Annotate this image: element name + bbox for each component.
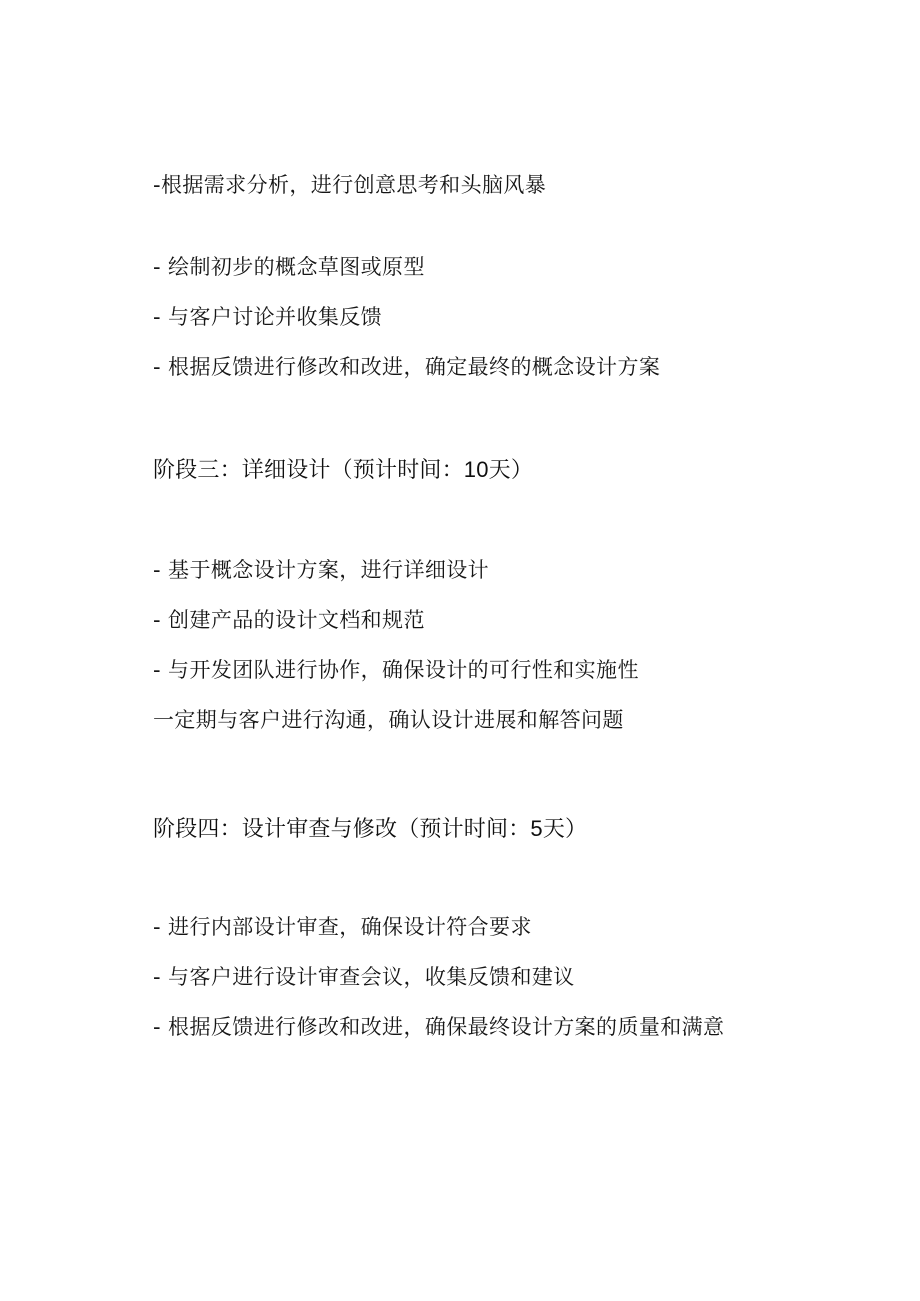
stage3-item: - 基于概念设计方案，进行详细设计 bbox=[153, 558, 490, 582]
concept-item: - 根据反馈进行修改和改进，确定最终的概念设计方案 bbox=[153, 355, 661, 379]
stage4-heading: 阶段四：设计审查与修改（预计时间：5天） bbox=[153, 816, 588, 841]
stage4-item: - 进行内部设计审查，确保设计符合要求 bbox=[153, 915, 532, 939]
stage3-item: - 创建产品的设计文档和规范 bbox=[153, 608, 425, 632]
stage4-item: - 与客户进行设计审查会议，收集反馈和建议 bbox=[153, 965, 575, 989]
stage3-item: - 与开发团队进行协作，确保设计的可行性和实施性 bbox=[153, 658, 639, 682]
stage3-item: 一定期与客户进行沟通，确认设计进展和解答问题 bbox=[153, 708, 624, 732]
stage4-item: - 根据反馈进行修改和改进，确保最终设计方案的质量和满意 bbox=[153, 1015, 725, 1039]
concept-item: - 与客户讨论并收集反馈 bbox=[153, 305, 383, 329]
stage3-heading: 阶段三：详细设计（预计时间：10天） bbox=[153, 457, 534, 482]
intro-line: -根据需求分析，进行创意思考和头脑风暴 bbox=[153, 173, 547, 197]
concept-item: - 绘制初步的概念草图或原型 bbox=[153, 255, 425, 279]
